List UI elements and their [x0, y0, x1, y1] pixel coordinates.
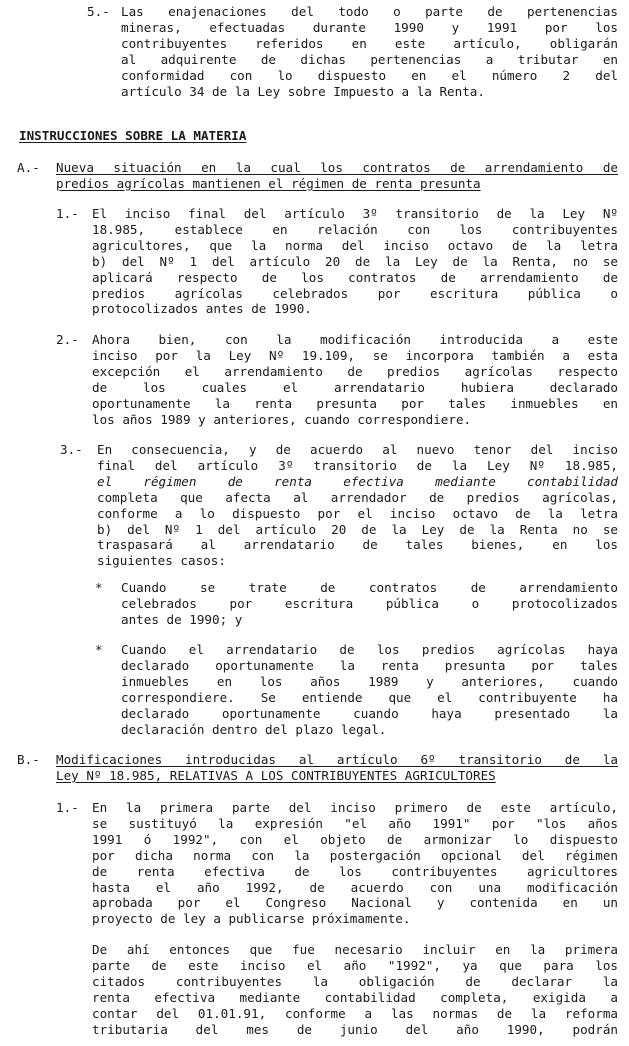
- section-a-title: [56, 160, 618, 192]
- text-line: declaración dentro del plazo legal.: [121, 721, 387, 737]
- text-line: proyecto de ley a publicarse próximamente.: [92, 911, 411, 927]
- section-b-letter: B.-: [17, 752, 40, 767]
- bullet-1-text: [121, 580, 618, 628]
- text-line: 18.985, establece en relación con los contribuyentes: [92, 221, 618, 237]
- text-line: Las enajenaciones del todo o parte de pertenencias: [121, 4, 618, 19]
- text-line: inmuebles en los años 1989 y anteriores, cuando: [121, 673, 618, 689]
- instructions-heading: INSTRUCCIONES SOBRE LA MATERIA: [19, 128, 247, 143]
- section-b-title: [56, 752, 618, 784]
- text-line: En la primera parte del inciso primero de este artículo,: [92, 800, 618, 815]
- text-line: 1991 ó 1992", con el objeto de armonizar lo dispuesto: [92, 831, 618, 847]
- text-line: citados contribuyentes la obligación de declarar la: [92, 973, 618, 989]
- text-line: correspondiere. Se entiende que el contribuyente ha: [121, 689, 618, 705]
- text-line: contribuyentes referidos en este artículo, obligarán: [121, 35, 618, 51]
- text-line: artículo 34 de la Ley sobre Impuesto a la Renta.: [121, 83, 485, 99]
- a-item-3-number: 3.-: [60, 442, 83, 457]
- text-line: aplicará respecto de los contratos de arrendamiento de: [92, 269, 618, 285]
- text-line: declarado oportunamente la renta presunta por tales: [121, 657, 618, 673]
- text-line: predios agrícolas celebrados por escritura pública o: [92, 285, 618, 301]
- b-item-1-paragraph-2: [92, 942, 618, 1037]
- text-line: completa que afecta al arrendador de predios agrícolas,: [97, 489, 618, 505]
- text-line: de los cuales el arrendatario hubiera declarado: [92, 379, 618, 395]
- text-line: aprobada por el Congreso Nacional y contenida en un: [92, 895, 618, 911]
- text-line: En consecuencia, y de acuerdo al nuevo tenor del inciso: [97, 442, 618, 457]
- text-line: De ahí entonces que fue necesario incluir en la primera: [92, 942, 618, 957]
- item-5-number: 5.-: [87, 4, 110, 19]
- a-item-3-text: [97, 442, 618, 569]
- a-item-2-text: [92, 332, 618, 427]
- item-5-text: [121, 4, 618, 99]
- text-line: Cuando el arrendatario de los predios agrícolas haya: [121, 642, 618, 657]
- section-a-letter: A.-: [17, 160, 40, 175]
- text-line: siguientes casos:: [97, 553, 226, 569]
- title-line: Ley Nº 18.985, RELATIVAS A LOS CONTRIBUYENTES AGRICULTORES: [56, 767, 496, 783]
- text-line: tributaria del mes de junio del año 1990, podrán: [92, 1021, 618, 1037]
- text-line: excepción el arrendamiento de predios agrícolas respecto: [92, 363, 618, 379]
- text-line: contar del 01.01.91, conforme a las normas de la reforma: [92, 1005, 618, 1021]
- text-line: final del artículo 3º transitorio de la Ley Nº 18.985,: [97, 457, 618, 473]
- a-item-1-number: 1.-: [56, 206, 79, 221]
- b-item-1-number: 1.-: [56, 800, 79, 815]
- title-line: Nueva situación en la cual los contratos de arrendamiento de: [56, 160, 618, 175]
- text-line: b) del Nº 1 del artículo 20 de la Ley de la Renta, no se: [92, 253, 618, 269]
- title-line: Modificaciones introducidas al artículo 6º transitorio de la: [56, 752, 618, 767]
- text-line: mineras, efectuadas durante 1990 y 1991 por los: [121, 19, 618, 35]
- bullet-2-text: [121, 642, 618, 737]
- text-line: el régimen de renta efectiva mediante contabilidad: [97, 473, 618, 489]
- text-line: conformidad con lo dispuesto en el número 2 del: [121, 67, 618, 83]
- bullet-marker: *: [95, 642, 103, 657]
- a-item-2-number: 2.-: [56, 332, 79, 347]
- title-line: predios agrícolas mantienen el régimen de renta presunta: [56, 175, 481, 191]
- text-line: Cuando se trate de contratos de arrendamiento: [121, 580, 618, 595]
- bullet-marker: *: [95, 580, 103, 595]
- b-item-1-text: [92, 800, 618, 927]
- text-line: conforme a lo dispuesto por el inciso octavo de la letra: [97, 505, 618, 521]
- text-line: traspasará al arrendatario de tales bienes, en los: [97, 537, 618, 553]
- text-line: parte de este inciso el año "1992", ya que para los: [92, 957, 618, 973]
- text-line: renta efectiva mediante contabilidad completa, exigida a: [92, 989, 618, 1005]
- text-line: El inciso final del artículo 3º transitorio de la Ley Nº: [92, 206, 618, 221]
- text-line: inciso por la Ley Nº 19.109, se incorpora también a esta: [92, 347, 618, 363]
- text-line: los años 1989 y anteriores, cuando correspondiere.: [92, 411, 472, 427]
- a-item-1-text: [92, 206, 618, 317]
- text-line: declarado oportunamente cuando haya presentado la: [121, 705, 618, 721]
- text-line: de renta efectiva de los contribuyentes agricultores: [92, 863, 618, 879]
- text-line: celebrados por escritura pública o protocolizados: [121, 595, 618, 611]
- text-line: antes de 1990; y: [121, 611, 243, 627]
- text-line: protocolizados antes de 1990.: [92, 301, 312, 317]
- text-line: hasta el año 1992, de acuerdo con una modificación: [92, 879, 618, 895]
- text-line: oportunamente la renta presunta por tales inmuebles en: [92, 395, 618, 411]
- text-line: se sustituyó la expresión "el año 1991" por "los años: [92, 815, 618, 831]
- text-line: al adquirente de dichas pertenencias a tributar en: [121, 51, 618, 67]
- text-line: por dicha norma con la postergación opcional del régimen: [92, 847, 618, 863]
- text-line: agricultores, que la norma del inciso octavo de la letra: [92, 237, 618, 253]
- text-line: b) del Nº 1 del artículo 20 de la Ley de la Renta no se: [97, 521, 618, 537]
- text-line: Ahora bien, con la modificación introducida a este: [92, 332, 618, 347]
